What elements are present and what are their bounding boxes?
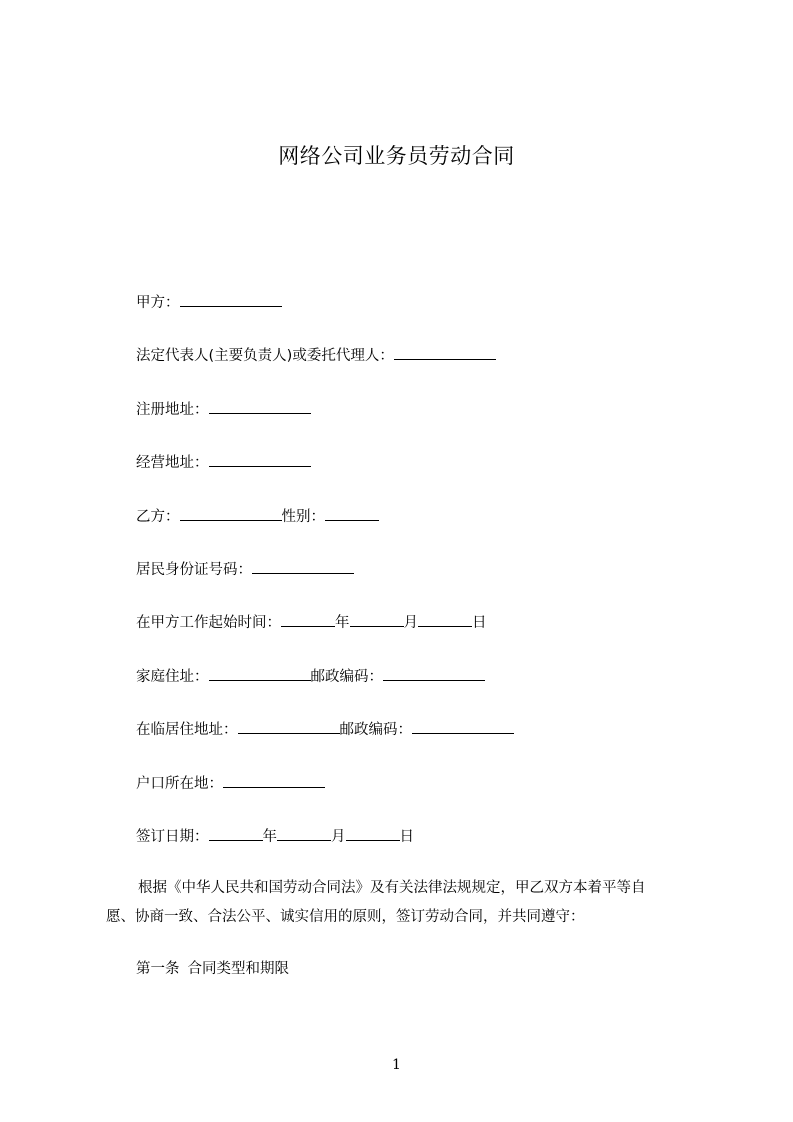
gender-blank[interactable] xyxy=(325,505,379,521)
signing-day-label: 日 xyxy=(399,829,414,845)
party-b-label: 乙方： xyxy=(136,509,180,525)
start-time-field xyxy=(136,611,487,633)
article-1-title: 合同类型和期限 xyxy=(187,961,289,977)
temp-address-field xyxy=(136,718,514,740)
temp-postal-code-blank[interactable] xyxy=(412,718,514,734)
signing-month-label: 月 xyxy=(331,829,346,845)
home-address-blank[interactable] xyxy=(209,665,311,681)
party-b-blank[interactable] xyxy=(180,505,282,521)
home-postal-code-blank[interactable] xyxy=(383,665,485,681)
hukou-location-field xyxy=(136,772,325,794)
id-number-field xyxy=(136,558,354,580)
start-day-label: 日 xyxy=(472,615,487,631)
hukou-location-label: 户口所在地： xyxy=(136,776,223,792)
legal-rep-label: 法定代表人(主要负责人)或委托代理人： xyxy=(136,348,394,364)
intro-line-2: 愿、协商一致、合法公平、诚实信用的原则，签订劳动合同，并共同遵守： xyxy=(106,909,585,925)
signing-date-field xyxy=(136,825,414,847)
party-a-field xyxy=(136,291,282,313)
registered-address-field xyxy=(136,398,311,420)
legal-rep-blank[interactable] xyxy=(394,344,496,360)
page-number: 1 xyxy=(392,1057,401,1073)
party-a-blank[interactable] xyxy=(180,291,282,307)
signing-year-label: 年 xyxy=(262,829,277,845)
business-address-blank[interactable] xyxy=(209,451,311,467)
start-day-blank[interactable] xyxy=(418,611,472,627)
party-b-field xyxy=(136,505,379,527)
legal-rep-field xyxy=(136,344,496,366)
home-address-label: 家庭住址： xyxy=(136,669,209,685)
start-month-blank[interactable] xyxy=(350,611,404,627)
signing-month-blank[interactable] xyxy=(277,825,331,841)
temp-postal-code-label: 邮政编码： xyxy=(339,722,412,738)
article-1-heading xyxy=(136,959,289,979)
signing-year-blank[interactable] xyxy=(209,825,263,841)
temp-address-blank[interactable] xyxy=(238,718,340,734)
intro-line-1: 根据《中华人民共和国劳动合同法》及有关法律法规规定，甲乙双方本着平等自 xyxy=(138,880,646,896)
registered-address-blank[interactable] xyxy=(209,398,311,414)
business-address-field xyxy=(136,451,311,473)
home-postal-code-label: 邮政编码： xyxy=(310,669,383,685)
registered-address-label: 注册地址： xyxy=(136,402,209,418)
start-month-label: 月 xyxy=(403,615,418,631)
gender-label: 性别： xyxy=(281,509,325,525)
party-a-label: 甲方： xyxy=(136,295,180,311)
business-address-label: 经营地址： xyxy=(136,455,209,471)
hukou-location-blank[interactable] xyxy=(223,772,325,788)
start-year-blank[interactable] xyxy=(281,611,335,627)
signing-date-label: 签订日期： xyxy=(136,829,209,845)
page-title: 网络公司业务员劳动合同 xyxy=(278,144,515,168)
id-number-label: 居民身份证号码： xyxy=(136,562,252,578)
start-time-label: 在甲方工作起始时间： xyxy=(136,615,281,631)
signing-day-blank[interactable] xyxy=(346,825,400,841)
intro-paragraph xyxy=(106,874,706,932)
article-1-number: 第一条 xyxy=(136,961,180,977)
home-address-field xyxy=(136,665,485,687)
id-number-blank[interactable] xyxy=(252,558,354,574)
temp-address-label: 在临居住地址： xyxy=(136,722,238,738)
start-year-label: 年 xyxy=(335,615,350,631)
